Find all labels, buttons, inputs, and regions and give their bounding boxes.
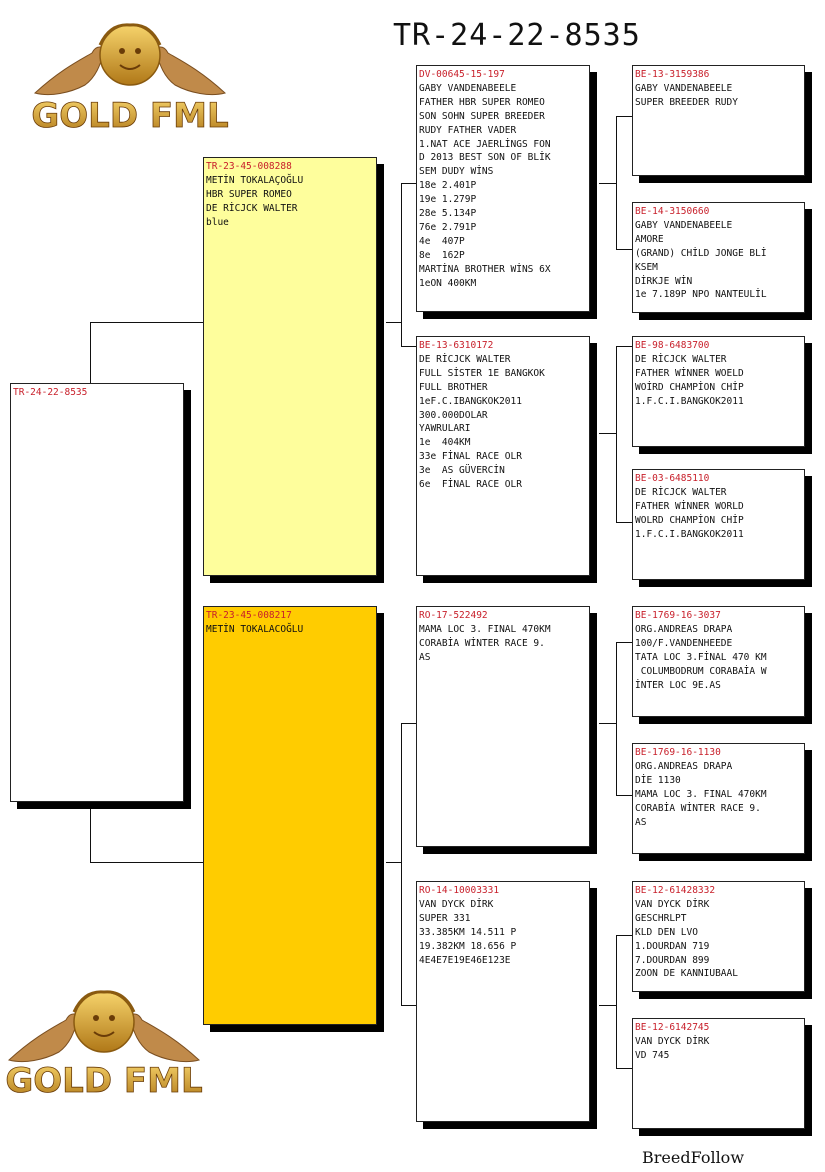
connector	[616, 642, 617, 796]
connector	[616, 116, 632, 117]
card-line: WOİRD CHAMPİON CHİP	[635, 381, 744, 393]
card-line: MAMA LOC 3. FINAL 470KM	[419, 623, 551, 635]
sire-sire-sire-card[interactable]	[632, 65, 805, 176]
card-line: METİN TOKALAÇOĞLU	[206, 174, 304, 186]
sire-dam-card[interactable]	[416, 336, 590, 576]
connector	[616, 116, 617, 250]
card-line: SUPER BREEDER RUDY	[635, 96, 738, 108]
card-line: 8e 162P	[419, 249, 465, 261]
card-line: SUPER 331	[419, 912, 471, 924]
dam-sire-dam-card[interactable]	[632, 743, 805, 854]
card-line: 3e AS GÜVERCİN	[419, 465, 505, 477]
ring-number: BE-1769-16-3037	[635, 610, 721, 621]
ring-number: TR-24-22-8535	[13, 387, 88, 398]
card-line: GABY VANDENABEELE	[635, 82, 733, 94]
card-line: 1e 7.189P NPO NANTEULİL	[635, 289, 767, 301]
card-line: FULL SİSTER 1E BANGKOK	[419, 367, 545, 379]
card-line: ORG.ANDREAS DRAPA	[635, 623, 733, 635]
card-line: VD 745	[635, 1049, 670, 1061]
card-line: 76e 2.791P	[419, 221, 477, 233]
dam-sire-card[interactable]	[416, 606, 590, 847]
ring-number: BE-12-61428332	[635, 885, 716, 896]
card-line: DİRKJE WİN	[635, 275, 693, 287]
dam-dam-sire-card[interactable]	[632, 881, 805, 992]
connector	[599, 723, 616, 724]
card-line: 300.000DOLAR	[419, 409, 488, 421]
card-line: 1e 404KM	[419, 437, 471, 449]
sire-sire-card[interactable]	[416, 65, 590, 312]
ring-number: RO-14-10003331	[419, 885, 500, 896]
connector	[401, 723, 417, 724]
card-line: MAMA LOC 3. FINAL 470KM	[635, 788, 767, 800]
card-line: METİN TOKALACOĞLU	[206, 623, 304, 635]
connector	[599, 1005, 616, 1006]
card-line: MARTİNA BROTHER WİNS 6X	[419, 263, 551, 275]
card-line: 18e 2.401P	[419, 180, 477, 192]
ring-number: BE-13-3159386	[635, 69, 710, 80]
card-line: GABY VANDENABEELE	[419, 82, 517, 94]
card-line: İNTER LOC 9E.AS	[635, 679, 721, 691]
card-line: DE RİCJCK WALTER	[635, 353, 727, 365]
connector	[599, 183, 616, 184]
connector	[616, 346, 632, 347]
card-line: D 2013 BEST SON OF BLİK	[419, 152, 551, 164]
card-line: AS	[419, 651, 431, 663]
card-line: DE RİCJCK WALTER	[635, 486, 727, 498]
connector	[386, 862, 401, 863]
connector	[90, 862, 204, 863]
card-line: SON SOHN SUPER BREEDER	[419, 110, 545, 122]
card-line: KSEM	[635, 261, 658, 273]
connector	[616, 935, 632, 936]
card-line: 33e FİNAL RACE OLR	[419, 451, 522, 463]
connector	[616, 795, 632, 796]
card-line: 6e FİNAL RACE OLR	[419, 479, 522, 491]
card-line: GABY VANDENABEELE	[635, 219, 733, 231]
card-line: 100/F.VANDENHEEDE	[635, 637, 733, 649]
card-line: COLUMBODRUM CORABAİA W	[635, 665, 767, 677]
card-line: VAN DYCK DİRK	[419, 898, 494, 910]
connector	[90, 322, 204, 323]
card-line: 4e 407P	[419, 235, 465, 247]
card-line: WOLRD CHAMPİON CHİP	[635, 514, 744, 526]
card-line: 1.F.C.I.BANGKOK2011	[635, 395, 744, 407]
ring-number: BE-03-6485110	[635, 473, 710, 484]
card-line: KLD DEN LVO	[635, 926, 698, 938]
card-line: FATHER WİNNER WORLD	[635, 500, 744, 512]
card-line: 7.DOURDAN 899	[635, 954, 710, 966]
card-line: FATHER HBR SUPER ROMEO	[419, 96, 545, 108]
card-line: FATHER WİNNER WOELD	[635, 367, 744, 379]
card-line: 4E4E7E19E46E123E	[419, 954, 511, 966]
card-line: 28e 5.134P	[419, 208, 477, 220]
card-line: 1.F.C.I.BANGKOK2011	[635, 528, 744, 540]
card-line: GESCHRLPT	[635, 912, 687, 924]
ring-number: TR-23-45-008288	[206, 161, 292, 172]
ring-number: BE-13-6310172	[419, 340, 494, 351]
card-line: TATA LOC 3.FİNAL 470 KM	[635, 651, 767, 663]
connector	[401, 183, 417, 184]
card-line: AMORE	[635, 233, 664, 245]
dam-sire-sire-card[interactable]	[632, 606, 805, 717]
card-line: ZOON DE KANNIUBAAL	[635, 968, 738, 980]
card-line: 19e 1.279P	[419, 194, 477, 206]
connector	[90, 806, 91, 863]
connector	[401, 346, 417, 347]
ring-number: BE-1769-16-1130	[635, 747, 721, 758]
connector	[616, 935, 617, 1069]
ring-number: BE-14-3150660	[635, 206, 710, 217]
card-line: ORG.ANDREAS DRAPA	[635, 760, 733, 772]
sire-card[interactable]	[203, 157, 377, 576]
connector	[616, 249, 632, 250]
ring-number: BE-12-6142745	[635, 1022, 710, 1033]
dam-dam-dam-card[interactable]	[632, 1018, 805, 1129]
card-line: 19.382KM 18.656 P	[419, 940, 517, 952]
card-line: blue	[206, 216, 229, 228]
card-line: DE RİCJCK WALTER	[206, 202, 298, 214]
connector	[599, 433, 616, 434]
card-line: VAN DYCK DİRK	[635, 898, 710, 910]
card-line: 1eON 400KM	[419, 277, 477, 289]
card-line: 33.385KM 14.511 P	[419, 926, 517, 938]
card-line: YAWRULARI	[419, 423, 471, 435]
connector	[90, 322, 91, 384]
logo-text-top: GOLD FML	[31, 96, 229, 135]
connector	[401, 183, 402, 347]
brand-footer: BreedFollow	[642, 1148, 745, 1167]
gold-fml-logo-bottom	[4, 982, 204, 1100]
subject-card[interactable]	[10, 383, 184, 802]
dam-card[interactable]	[203, 606, 377, 1025]
card-line: CORABİA WİNTER RACE 9.	[635, 802, 761, 814]
connector	[616, 642, 632, 643]
ring-number: TR-23-45-008217	[206, 610, 292, 621]
logo-text-bottom: GOLD FML	[5, 1061, 203, 1100]
connector	[401, 723, 402, 1006]
card-line: AS	[635, 816, 647, 828]
sire-sire-dam-card[interactable]	[632, 202, 805, 313]
ring-number: BE-98-6483700	[635, 340, 710, 351]
connector	[616, 346, 617, 523]
connector	[401, 1005, 417, 1006]
ring-number: DV-00645-15-197	[419, 69, 505, 80]
card-line: DE RİCJCK WALTER	[419, 353, 511, 365]
card-line: 1eF.C.IBANGKOK2011	[419, 395, 522, 407]
dam-dam-card[interactable]	[416, 881, 590, 1122]
card-line: HBR SUPER ROMEO	[206, 188, 292, 200]
connector	[386, 322, 401, 323]
card-line: DİE 1130	[635, 774, 681, 786]
connector	[616, 522, 632, 523]
card-line: FULL BROTHER	[419, 381, 488, 393]
sire-dam-sire-card[interactable]	[632, 336, 805, 447]
card-line: 1.NAT ACE JAERLİNGS FON	[419, 138, 551, 150]
card-line: RUDY FATHER VADER	[419, 124, 517, 136]
card-line: 1.DOURDAN 719	[635, 940, 710, 952]
connector	[616, 1068, 632, 1069]
card-line: SEM DUDY WİNS	[419, 166, 494, 178]
card-line: CORABİA WİNTER RACE 9.	[419, 637, 545, 649]
card-line: (GRAND) CHİLD JONGE BLİ	[635, 247, 767, 259]
pedigree-title: TR-24-22-8535	[393, 18, 641, 53]
gold-fml-logo-top	[30, 15, 230, 135]
card-line: VAN DYCK DİRK	[635, 1035, 710, 1047]
ring-number: RO-17-522492	[419, 610, 488, 621]
sire-dam-dam-card[interactable]	[632, 469, 805, 580]
